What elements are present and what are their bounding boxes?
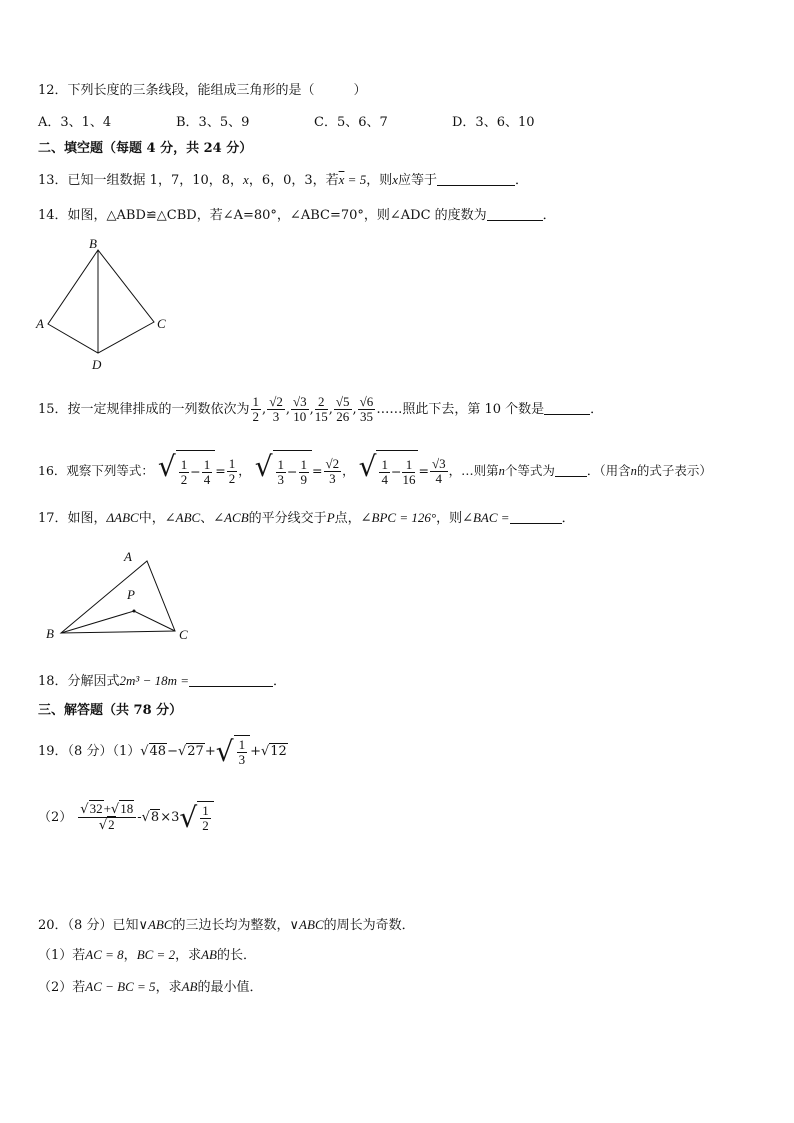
question-19-part-2: （2） $\frac{√32+√18}{√2}$ -√8×3 √ $\frac{1}{2}$ bbox=[38, 796, 214, 840]
option-d: D．3、6、10 bbox=[452, 115, 535, 130]
question-20-part-1: （1）若AC = 8，BC = 2，求AB的长． bbox=[38, 947, 256, 963]
seq-term-2: $\frac{√2}{3}$ bbox=[269, 394, 283, 424]
question-18: 18．分解因式2m³ − 18m = ． bbox=[38, 673, 287, 689]
answer-blank bbox=[555, 463, 587, 477]
answer-blank bbox=[544, 401, 590, 415]
kite-outline bbox=[48, 250, 154, 353]
label-a: A bbox=[36, 316, 44, 331]
kite-figure bbox=[30, 232, 180, 374]
seq-term-4: $\frac{2}{15}$ bbox=[314, 394, 328, 424]
question-16: 16．观察下列等式： √ $\frac{1}{2}$ − $\frac{1}{4}$ = $\frac{1}{2}$ ， √ $\frac{1}{3}$ − $\frac{1}{9}$ = $\frac{√2}{3}$ ， √ $\frac{1}{4}$ − $\frac{1}{16}$ = $\frac{√3}{4}$ ，…则第n个等式为 ．（用含n的式子表示） bbox=[38, 450, 712, 492]
seq-term-1: $\frac{1}{2}$ bbox=[252, 394, 260, 424]
question-12-stem: 12．下列长度的三条线段，能组成三角形的是（ ） bbox=[38, 83, 367, 98]
section-2-heading: 二、填空题（每题 4 分，共 24 分） bbox=[38, 141, 253, 156]
label-p: P bbox=[127, 587, 135, 602]
question-20: 20．（8 分）已知∨ABC的三边长均为整数，∨ABC的周长为奇数． bbox=[38, 917, 415, 933]
bisector-lines bbox=[61, 611, 175, 633]
eq3-radical: √ $\frac{1}{4}$ − $\frac{1}{16}$ bbox=[359, 450, 419, 493]
answer-blank bbox=[487, 207, 543, 221]
label-c: C bbox=[157, 316, 166, 331]
point-p bbox=[133, 610, 136, 613]
answer-blank bbox=[189, 673, 273, 687]
question-20-part-2: （2）若AC − BC = 5，求AB的最小值． bbox=[38, 979, 263, 995]
answer-blank bbox=[437, 172, 515, 186]
seq-term-3: $\frac{√3}{10}$ bbox=[292, 394, 307, 424]
question-17: 17．如图，ΔABC中，∠ABC、∠ACB的平分线交于P点，∠BPC = 126°，则∠BAC = ． bbox=[38, 510, 575, 526]
option-c: C．5、6、7 bbox=[314, 115, 388, 130]
question-15: 15．按一定规律排成的一列数依次为 $\frac{1}{2}$ , $\frac{√2}{3}$ , $\frac{√3}{10}$ , $\frac{2}{15}$ , $\frac{√5}{26}$ , $\frac{√6}{35}$ ……照此下去，第 10 个数是 ． bbox=[38, 394, 604, 424]
answer-blank bbox=[510, 510, 562, 524]
option-b: B．3、5、9 bbox=[176, 115, 250, 130]
triangle-bpc-figure bbox=[40, 545, 200, 645]
seq-term-6: $\frac{√6}{35}$ bbox=[359, 394, 374, 424]
label-c: C bbox=[179, 627, 188, 642]
label-a: A bbox=[124, 549, 132, 564]
eq2-radical: √ $\frac{1}{3}$ − $\frac{1}{9}$ bbox=[255, 450, 312, 493]
question-19-part-1: 19．（8 分）（1）√48−√27+ √ $\frac{1}{3}$ +√12 bbox=[38, 734, 287, 768]
eq1-radical: √ $\frac{1}{2}$ − $\frac{1}{4}$ bbox=[158, 450, 215, 493]
question-14: 14．如图，△ABD≌△CBD，若∠A=80°，∠ABC=70°，则∠ADC 的度数为 ． bbox=[38, 208, 556, 223]
seq-term-5: $\frac{√5}{26}$ bbox=[335, 394, 350, 424]
label-b: B bbox=[46, 626, 54, 641]
label-d: D bbox=[92, 357, 102, 372]
option-a: A．3、1、4 bbox=[38, 115, 112, 130]
section-3-heading: 三、解答题（共 78 分） bbox=[38, 703, 183, 718]
label-b: B bbox=[89, 236, 97, 251]
question-13: 13．已知一组数据 1，7，10，8，x，6，0，3，若$\overline{x} = 5$，则x应等于 ． bbox=[38, 172, 529, 188]
question-12-options bbox=[38, 114, 590, 132]
